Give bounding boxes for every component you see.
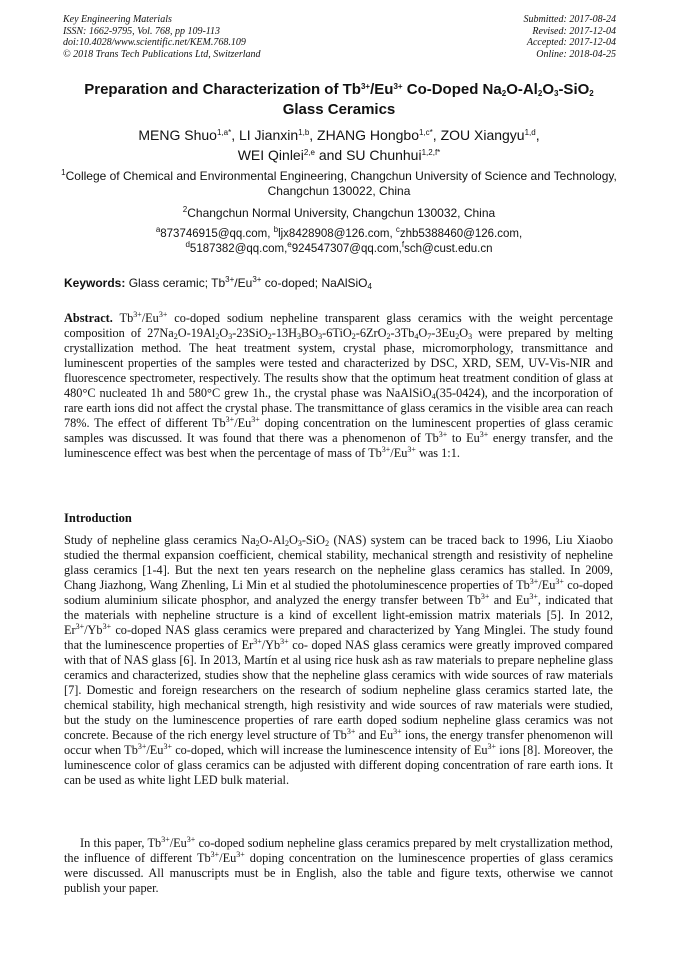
author-list: MENG Shuo$^{1,a*}$, LI Jianxin$^{1,b}$, ZHANG Hongbo$^{1,c*}$, ZOU Xiangyu$^{1,d}$, WEI Qinlei$^{2,e}$ and SU Chunhui$^{1,2,f*}$	[138, 127, 540, 163]
introduction-paragraph: In this paper, $Tb^{3+}/Eu^{3+}$ co-doped sodium nepheline glass ceramics prepared by melt crystallization method, the influence of different $Tb^{3+}/Eu^{3+}$ doping concentration on the luminescence properties of glass ceramics were discussed. All manuscripts must be in English, also the table and figure texts, otherwise we cannot publish your paper.	[64, 835, 614, 895]
date-accepted: Accepted: 2017-12-04	[526, 37, 616, 48]
keywords-label: Keywords:	[64, 276, 126, 290]
publication-dates	[524, 14, 617, 60]
email-link[interactable]: sch@cust.edu.cn	[404, 243, 493, 255]
journal-name: Key Engineering Materials	[63, 14, 172, 25]
email-link[interactable]: ljx8428908@126.com,	[278, 228, 396, 240]
affiliation: $^2$Changchun Normal University, Changchun 130032, China	[182, 205, 496, 220]
author: WEI Qinlei	[237, 147, 304, 163]
author: ZHANG Hongbo	[317, 127, 419, 143]
journal-issn: ISSN: 1662-9795, Vol. 768, pp 109-113	[63, 25, 221, 37]
paper-title: Preparation and Characterization of $Tb^{3+}/Eu^{3+}$ Co-Doped $Na_2O-Al_2O_3-SiO_2$ Glass Ceramics	[84, 81, 594, 118]
keywords: Keywords: Glass ceramic; $Tb^{3+}/Eu^{3+}$ co-doped; NaAlSiO$_4$	[64, 275, 372, 291]
section-heading-introduction: Introduction	[64, 511, 132, 525]
introduction-paragraph: Study of nepheline glass ceramics $Na_2O-Al_2O_3-SiO_2$ (NAS) system can be traced back to 1996, Liu Xiaobo studied the thermal expansion coefficient, chemical stability, mechanical strength and resistivity of nepheline glass ceramics [1-4]. But the next ten years research on the nepheline glass ceramics has stalled. In 2009, Chang Jiazhong, Wang Zhenling, Li Min et al studied the photoluminescence properties of $Tb^{3+}/Eu^{3+}$ co-doped sodium aluminium silicate phosphor, and analyzed the energy transfer between $Tb^{3+}$ and $Eu^{3+}$, indicated that the materials with nepheline structure is a kind of excellent light-emission matrix materials [5]. In 2012, $Er^{3+}/Yb^{3+}$ co-doped NAS glass ceramics were prepared and characterized by Yang Minglei. The study found that the luminescence properties of $Er^{3+}/Yb^{3+}$ co- doped NAS glass ceramics were greatly improved compared with that of NAS glass [6]. In 2013, Martín et al using rice husk ash as raw materials to prepare nepheline glass ceramics and characterized, studies show that the nepheline glass ceramics with wide sources of raw materials [7]. Domestic and foreign researchers on the research of sodium nepheline glass ceramics started late, the chemical stability, high mechanical strength, high resistivity and wide sources of raw materials were studied, but the study on the luminescence properties of rare earth doped sodium nepheline glass ceramics was not concrete. Because of the rich energy level structure of $Tb^{3+}$ and $Eu^{3+}$ ions, the energy transfer phenomenon will occur when $Tb^{3+}/Eu^{3+}$ co-doped, which will increase the luminescence intensity of $Eu^{3+}$ ions [8]. Moreover, the luminescence color of glass ceramics can be adjusted with different doping concentration of rare earth ions. It can be used as white light LED bulk material.	[64, 533, 614, 787]
author: LI Jianxin	[238, 127, 299, 143]
email-link[interactable]: zhb5388460@126.com,	[399, 228, 523, 240]
author: SU Chunhui	[346, 147, 422, 163]
abstract-label: Abstract.	[64, 311, 113, 325]
abstract: Abstract. $Tb^{3+}/Eu^{3+}$ co-doped sodium nepheline transparent glass ceramics with the weight percentage composition of $27Na_2O-19Al_2O_3-23SiO_2-13H_3BO_3-6TiO_2-6ZrO_2-3Tb_4O_7-3Eu_2O_3$ were prepared by melting crystallization method. The heat treatment system, crystal phase, micromorphology, transmittance and luminescent properties of the samples were tested and characterized by DSC, XRD, SEM, UV-Vis-NIR and fluorescence spectrometer, respectively. The results show that the optimum heat treatment condition of glass at 480°C nucleated 1h and 580°C grew 1h., the crystal phase was NaAlSiO$_4$(35-0424), and the incorporation of rare earth ions did not affect the crystal phase. The transmittance of glass ceramics in the visible area can reach 78%. The effect of different $Tb^{3+}/Eu^{3+}$ doping concentration on the luminescent properties of glass ceramic samples was discussed. It was found that there was a phenomenon of $Tb^{3+}$ to $Eu^{3+}$ energy transfer, and the luminescence effect was best when the percentage of mass of $Tb^{3+}/Eu^{3+}$ was 1:1.	[64, 310, 614, 460]
date-submitted: Submitted: 2017-08-24	[523, 14, 616, 25]
date-revised: Revised: 2017-12-04	[532, 25, 616, 37]
email-link[interactable]: 5187382@qq.com,	[189, 243, 288, 255]
date-online: Online: 2018-04-25	[536, 48, 616, 60]
affiliation: $^1$College of Chemical and Environmental Engineering, Changchun University of Science and Technology, Changchun 130022, China	[61, 168, 617, 198]
journal-info	[63, 14, 261, 60]
email-link[interactable]: 873746915@qq.com,	[160, 228, 274, 240]
author: ZOU Xiangyu	[440, 127, 525, 143]
author: MENG Shuo	[138, 127, 217, 143]
email-link[interactable]: 924547307@qq.com,	[291, 243, 402, 255]
author-emails: $^a$873746915@qq.com, $^b$ljx8428908@126.com, $^c$zhb5388460@126.com, $^d$5187382@qq.com,$^e$924547307@qq.com,$^f$sch@cust.edu.cn	[155, 225, 523, 255]
journal-copyright: © 2018 Trans Tech Publications Ltd, Switzerland	[63, 48, 261, 60]
journal-doi[interactable]: doi:10.4028/www.scientific.net/KEM.768.109	[63, 37, 246, 48]
